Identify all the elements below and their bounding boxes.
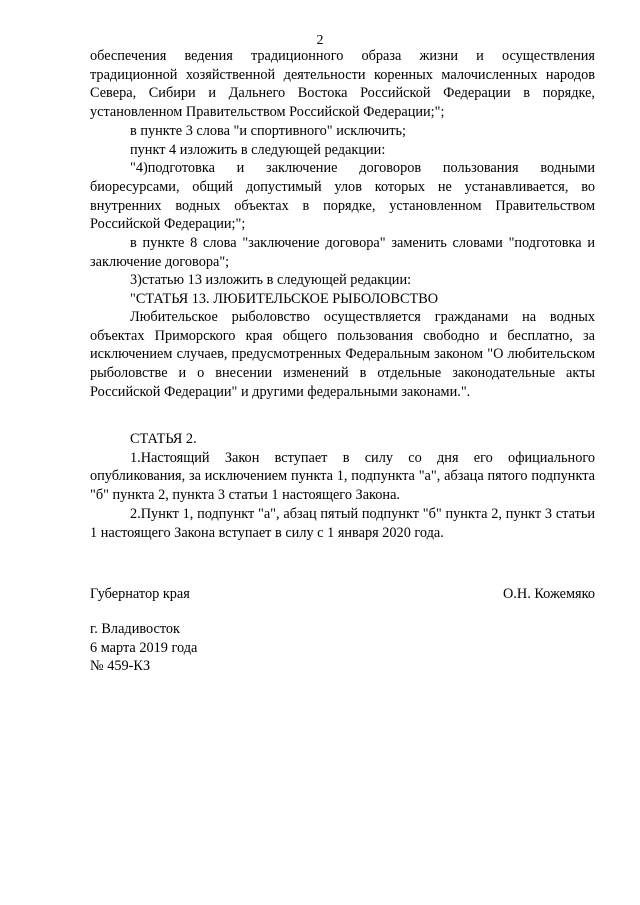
article13-heading: "СТАТЬЯ 13. ЛЮБИТЕЛЬСКОЕ РЫБОЛОВСТВО: [130, 291, 439, 308]
city: г. Владивосток: [90, 621, 180, 637]
law-number: № 459-КЗ: [90, 658, 151, 675]
paragraph-point8-amendment: в пункте 8 слова "заключение договора" заменить словами "подготовка и заключение договора";: [90, 235, 595, 270]
paragraph-article13-intro: 3)статью 13 изложить в следующей редакции:: [130, 272, 412, 289]
signature-line: [90, 586, 595, 606]
article13-body: [90, 308, 595, 402]
document-footer: [90, 620, 197, 676]
paragraph-traditional-lifestyle: обеспечения ведения традиционного образа жизни и осуществления традиционной хозяйственной деятельности коренных малочисленных народов Севера, Сибири и Дальнего Востока Российской Федерации в порядке, установленном Правительством Российской Федерации;";: [90, 48, 595, 121]
paragraph-point4-text: "4)подготовка и заключение договоров пользования водными биоресурсами, общий допустимый улов которых не устанавливается, во внутренних водных объектах в порядке, установленном Правительством Российской Федерации;";: [90, 160, 595, 233]
article2-paragraph-2: 2.Пункт 1, подпункт "а", абзац пятый подпункт "б" пункта 2, пункт 3 статьи 1 настоящего Закона вступает в силу с 1 января 2020 года.: [90, 505, 595, 541]
date: 6 марта 2019 года: [90, 639, 198, 656]
page-number: 2: [316, 33, 324, 48]
article2-section: [90, 430, 595, 542]
article2-heading: СТАТЬЯ 2.: [130, 431, 197, 447]
signatory-title: Губернатор края: [90, 586, 190, 602]
paragraph-point3-amendment: в пункте 3 слова "и спортивного" исключить;: [130, 122, 407, 139]
signatory-name: О.Н. Кожемяко: [502, 586, 595, 602]
article2-paragraph-1: 1.Настоящий Закон вступает в силу со дня его официального опубликования, за исключением пункта 1, подпункта "а", абзаца пятого подпункта "б" пункта 2, пункта 3 статьи 1 настоящего Закона.: [90, 449, 595, 504]
paragraph-amateur-fishing: Любительское рыболовство осуществляется гражданами на водных объектах Приморского края общего пользования свободно и бесплатно, за исключением случаев, предусмотренных Федеральным законом "О любительском рыболовстве и о внесении изменений в отдельные законодательные акты Российской Федерации" и другими федеральными законами.".: [90, 309, 595, 400]
paragraph-point4-intro: пункт 4 изложить в следующей редакции:: [130, 141, 386, 158]
article1-continuation: [90, 47, 595, 309]
